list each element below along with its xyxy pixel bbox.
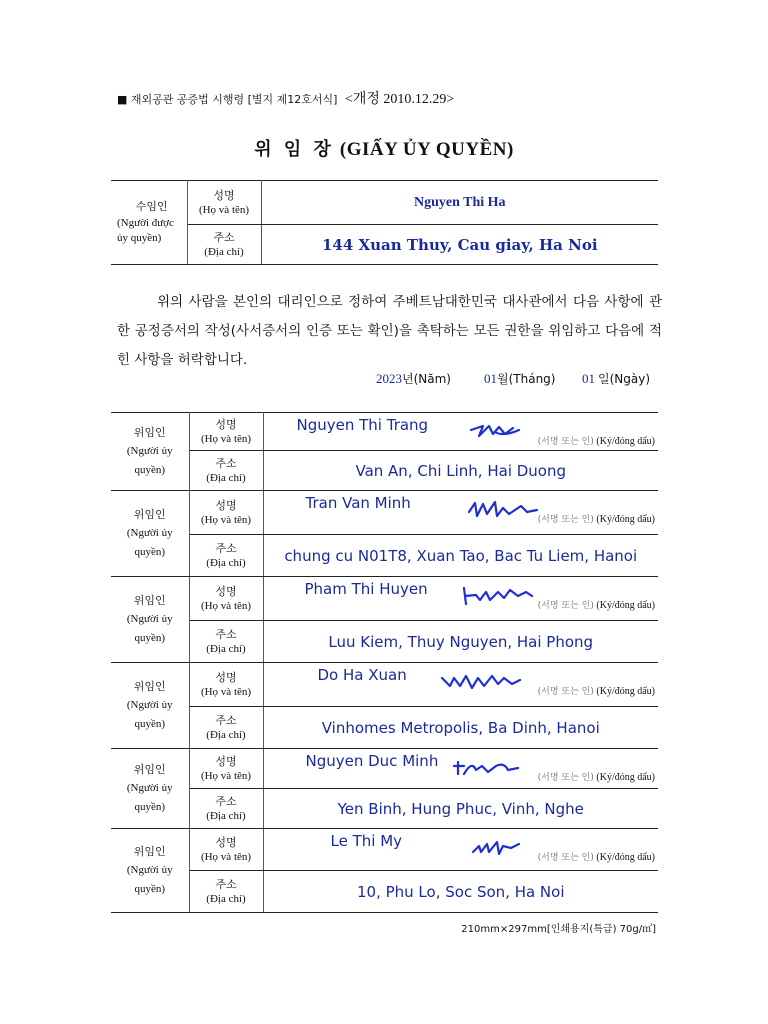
grantor-name: Nguyen Thi Trang [296, 416, 429, 434]
grantor-name-cell [263, 491, 658, 535]
grantor-name: Do Ha Xuan [317, 666, 407, 684]
sign-note [538, 770, 655, 783]
grantor-addr-label-vi: (Địa chỉ) [206, 643, 246, 655]
grantor-name-label-cell [189, 491, 263, 535]
sign-note-vi: (Ký/đóng dấu) [596, 772, 655, 783]
sign-note-ko: (서명 또는 인) [537, 437, 594, 447]
authorization-text: 위의 사람을 본인의 대리인으로 정하여 주베트남대한민국 대사관에서 다음 사항에 관한 공정증서의 작성(사서증서의 인증 또는 확인)을 촉탁하는 모든 권한을 위임하고 다음에 적힌 사항을 허락합니다. [117, 294, 662, 368]
title-vietnamese: (GIẤY ỦY QUYỀN) [339, 139, 514, 160]
revision-date: <개정 2010.12.29> [344, 92, 455, 107]
grantor-name: Le Thi My [330, 832, 403, 850]
grantor-name-cell [263, 749, 658, 789]
grantor-role-ko: 위임인 [133, 845, 166, 858]
day-label: 일(Ngày) [598, 372, 651, 386]
recipient-address: 144 Xuan Thuy, Cau giay, Ha Noi [261, 225, 658, 265]
grantor-row [111, 491, 658, 535]
sign-note [538, 598, 655, 611]
grantor-name-label-ko: 성명 [215, 836, 237, 849]
grantor-name-label-cell [189, 577, 263, 621]
grantor-role-vi-2: quyền) [134, 883, 166, 895]
month-label: 월(Tháng) [497, 372, 556, 386]
grantor-addr-label-ko: 주소 [215, 628, 237, 641]
grantor-name-label-cell [189, 413, 263, 451]
document-title [0, 135, 768, 161]
recipient-table [111, 180, 658, 265]
grantor-row [111, 413, 658, 451]
grantor-name-cell [263, 413, 658, 451]
grantor-name: Pham Thi Huyen [304, 580, 428, 598]
grantor-name-label-vi: (Họ và tên) [200, 600, 252, 612]
grantor-row [111, 663, 658, 707]
grantor-row [111, 749, 658, 789]
year-label: 년(Năm) [402, 372, 451, 386]
grantor-name-label-vi: (Họ và tên) [200, 770, 252, 782]
grantor-name-label-vi: (Họ và tên) [200, 686, 252, 698]
grantor-address: Vinhomes Metropolis, Ba Dinh, Hanoi [263, 707, 658, 749]
grantor-addr-label-vi: (Địa chỉ) [206, 893, 246, 905]
grantor-name-label-vi: (Họ và tên) [200, 851, 252, 863]
signature-icon [467, 500, 549, 520]
grantor-role-cell [111, 491, 189, 577]
sign-note-ko: (서명 또는 인) [537, 687, 594, 697]
grantor-role-ko: 위임인 [133, 426, 166, 439]
grantor-name-label-ko: 성명 [215, 755, 237, 768]
grantor-address: Luu Kiem, Thuy Nguyen, Hai Phong [263, 621, 658, 663]
grantor-address: Van An, Chi Linh, Hai Duong [263, 451, 658, 491]
recipient-name-label-ko: 성명 [213, 189, 235, 202]
grantor-address-row [111, 871, 658, 913]
grantor-role-vi-2: quyền) [134, 632, 166, 644]
recipient-addr-label-vi: (Địa chỉ) [204, 246, 244, 258]
grantor-role-cell [111, 749, 189, 829]
sign-note [538, 434, 655, 447]
form-reference: ■ 재외공관 공증법 시행령 [별지 제12호서식] [117, 93, 338, 106]
grantor-addr-label-ko: 주소 [215, 878, 237, 891]
grantor-addr-label-ko: 주소 [215, 714, 237, 727]
sign-note-vi: (Ký/đóng dấu) [596, 686, 655, 697]
signature-icon [462, 586, 544, 606]
month-value: 01 [484, 371, 497, 386]
grantor-name-label-ko: 성명 [215, 418, 237, 431]
grantor-address-row [111, 451, 658, 491]
grantor-address-row [111, 621, 658, 663]
sign-note-ko: (서명 또는 인) [537, 853, 594, 863]
grantor-role-vi-2: quyền) [134, 464, 166, 476]
grantor-addr-label-ko: 주소 [215, 542, 237, 555]
grantor-role-vi-1: (Người ủy [126, 782, 173, 794]
recipient-name-label-cell [187, 181, 261, 225]
authorization-paragraph [117, 288, 662, 375]
recipient-role-cell [111, 181, 187, 265]
sign-note [538, 684, 655, 697]
grantor-name-label-ko: 성명 [215, 671, 237, 684]
grantor-addr-label-cell [189, 451, 263, 491]
grantor-addr-label-vi: (Địa chỉ) [206, 557, 246, 569]
sign-note [538, 512, 655, 525]
sign-note-ko: (서명 또는 인) [537, 773, 594, 783]
grantor-row [111, 829, 658, 871]
grantor-role-cell [111, 413, 189, 491]
sign-note-vi: (Ký/đóng dấu) [596, 514, 655, 525]
grantor-addr-label-ko: 주소 [215, 795, 237, 808]
grantor-role-ko: 위임인 [133, 763, 166, 776]
grantor-address-row [111, 535, 658, 577]
recipient-addr-label-cell [187, 225, 261, 265]
grantor-addr-label-cell [189, 707, 263, 749]
grantor-address-row [111, 707, 658, 749]
grantor-addr-label-cell [189, 535, 263, 577]
recipient-role-vi: (Người được ủy quyền) [117, 216, 174, 244]
recipient-addr-label-ko: 주소 [213, 231, 235, 244]
grantor-name-cell [263, 829, 658, 871]
sign-note [538, 850, 655, 863]
signature-icon [440, 672, 522, 692]
sign-note-ko: (서명 또는 인) [537, 601, 594, 611]
grantor-role-vi-1: (Người ủy [126, 445, 173, 457]
grantor-role-vi-1: (Người ủy [126, 527, 173, 539]
grantor-row [111, 577, 658, 621]
grantor-role-vi-1: (Người ủy [126, 699, 173, 711]
grantor-name-label-cell [189, 829, 263, 871]
grantor-address: 10, Phu Lo, Soc Son, Ha Noi [263, 871, 658, 913]
signature-icon [452, 758, 534, 778]
grantor-addr-label-ko: 주소 [215, 457, 237, 470]
grantor-name-label-ko: 성명 [215, 585, 237, 598]
sign-note-vi: (Ký/đóng dấu) [596, 600, 655, 611]
grantor-addr-label-vi: (Địa chỉ) [206, 472, 246, 484]
grantor-addr-label-cell [189, 789, 263, 829]
grantor-address: chung cu N01T8, Xuan Tao, Bac Tu Liem, Hanoi [263, 535, 658, 577]
grantor-addr-label-vi: (Địa chỉ) [206, 810, 246, 822]
grantor-role-cell [111, 663, 189, 749]
grantor-role-vi-2: quyền) [134, 546, 166, 558]
grantor-name-label-cell [189, 749, 263, 789]
grantor-address: Yen Binh, Hung Phuc, Vinh, Nghe [263, 789, 658, 829]
grantor-addr-label-cell [189, 621, 263, 663]
grantor-role-cell [111, 577, 189, 663]
recipient-name: Nguyen Thi Ha [261, 181, 658, 225]
grantor-role-vi-2: quyền) [134, 801, 166, 813]
grantor-addr-label-vi: (Địa chỉ) [206, 729, 246, 741]
grantor-name-cell [263, 577, 658, 621]
grantor-role-ko: 위임인 [133, 594, 166, 607]
recipient-name-label-vi: (Họ và tên) [198, 204, 250, 216]
grantor-role-vi-1: (Người ủy [126, 864, 173, 876]
paper-spec-footer: 210mm×297mm[인쇄용지(특급) 70g/㎡] [461, 924, 656, 935]
day-value: 01 [582, 371, 595, 386]
sign-note-vi: (Ký/đóng dấu) [596, 436, 655, 447]
date-year [376, 370, 451, 387]
grantor-name: Tran Van Minh [305, 494, 411, 512]
grantor-name-cell [263, 663, 658, 707]
grantor-role-cell [111, 829, 189, 913]
grantor-table [111, 412, 658, 913]
date-month [484, 370, 555, 387]
grantor-role-ko: 위임인 [133, 680, 166, 693]
date-day [582, 370, 650, 387]
year-value: 2023 [376, 371, 402, 386]
grantor-role-ko: 위임인 [133, 508, 166, 521]
grantor-name-label-cell [189, 663, 263, 707]
sign-note-ko: (서명 또는 인) [537, 515, 594, 525]
grantor-name-label-ko: 성명 [215, 499, 237, 512]
grantor-address-row [111, 789, 658, 829]
form-reference-line [117, 88, 454, 108]
grantor-name: Nguyen Duc Minh [305, 752, 439, 770]
grantor-name-label-vi: (Họ và tên) [200, 514, 252, 526]
grantor-role-vi-2: quyền) [134, 718, 166, 730]
grantor-name-label-vi: (Họ và tên) [200, 433, 252, 445]
grantor-addr-label-cell [189, 871, 263, 913]
title-korean: 위 임 장 [254, 139, 334, 160]
sign-note-vi: (Ký/đóng dấu) [596, 852, 655, 863]
recipient-role-ko: 수임인 [135, 199, 168, 213]
grantor-role-vi-1: (Người ủy [126, 613, 173, 625]
